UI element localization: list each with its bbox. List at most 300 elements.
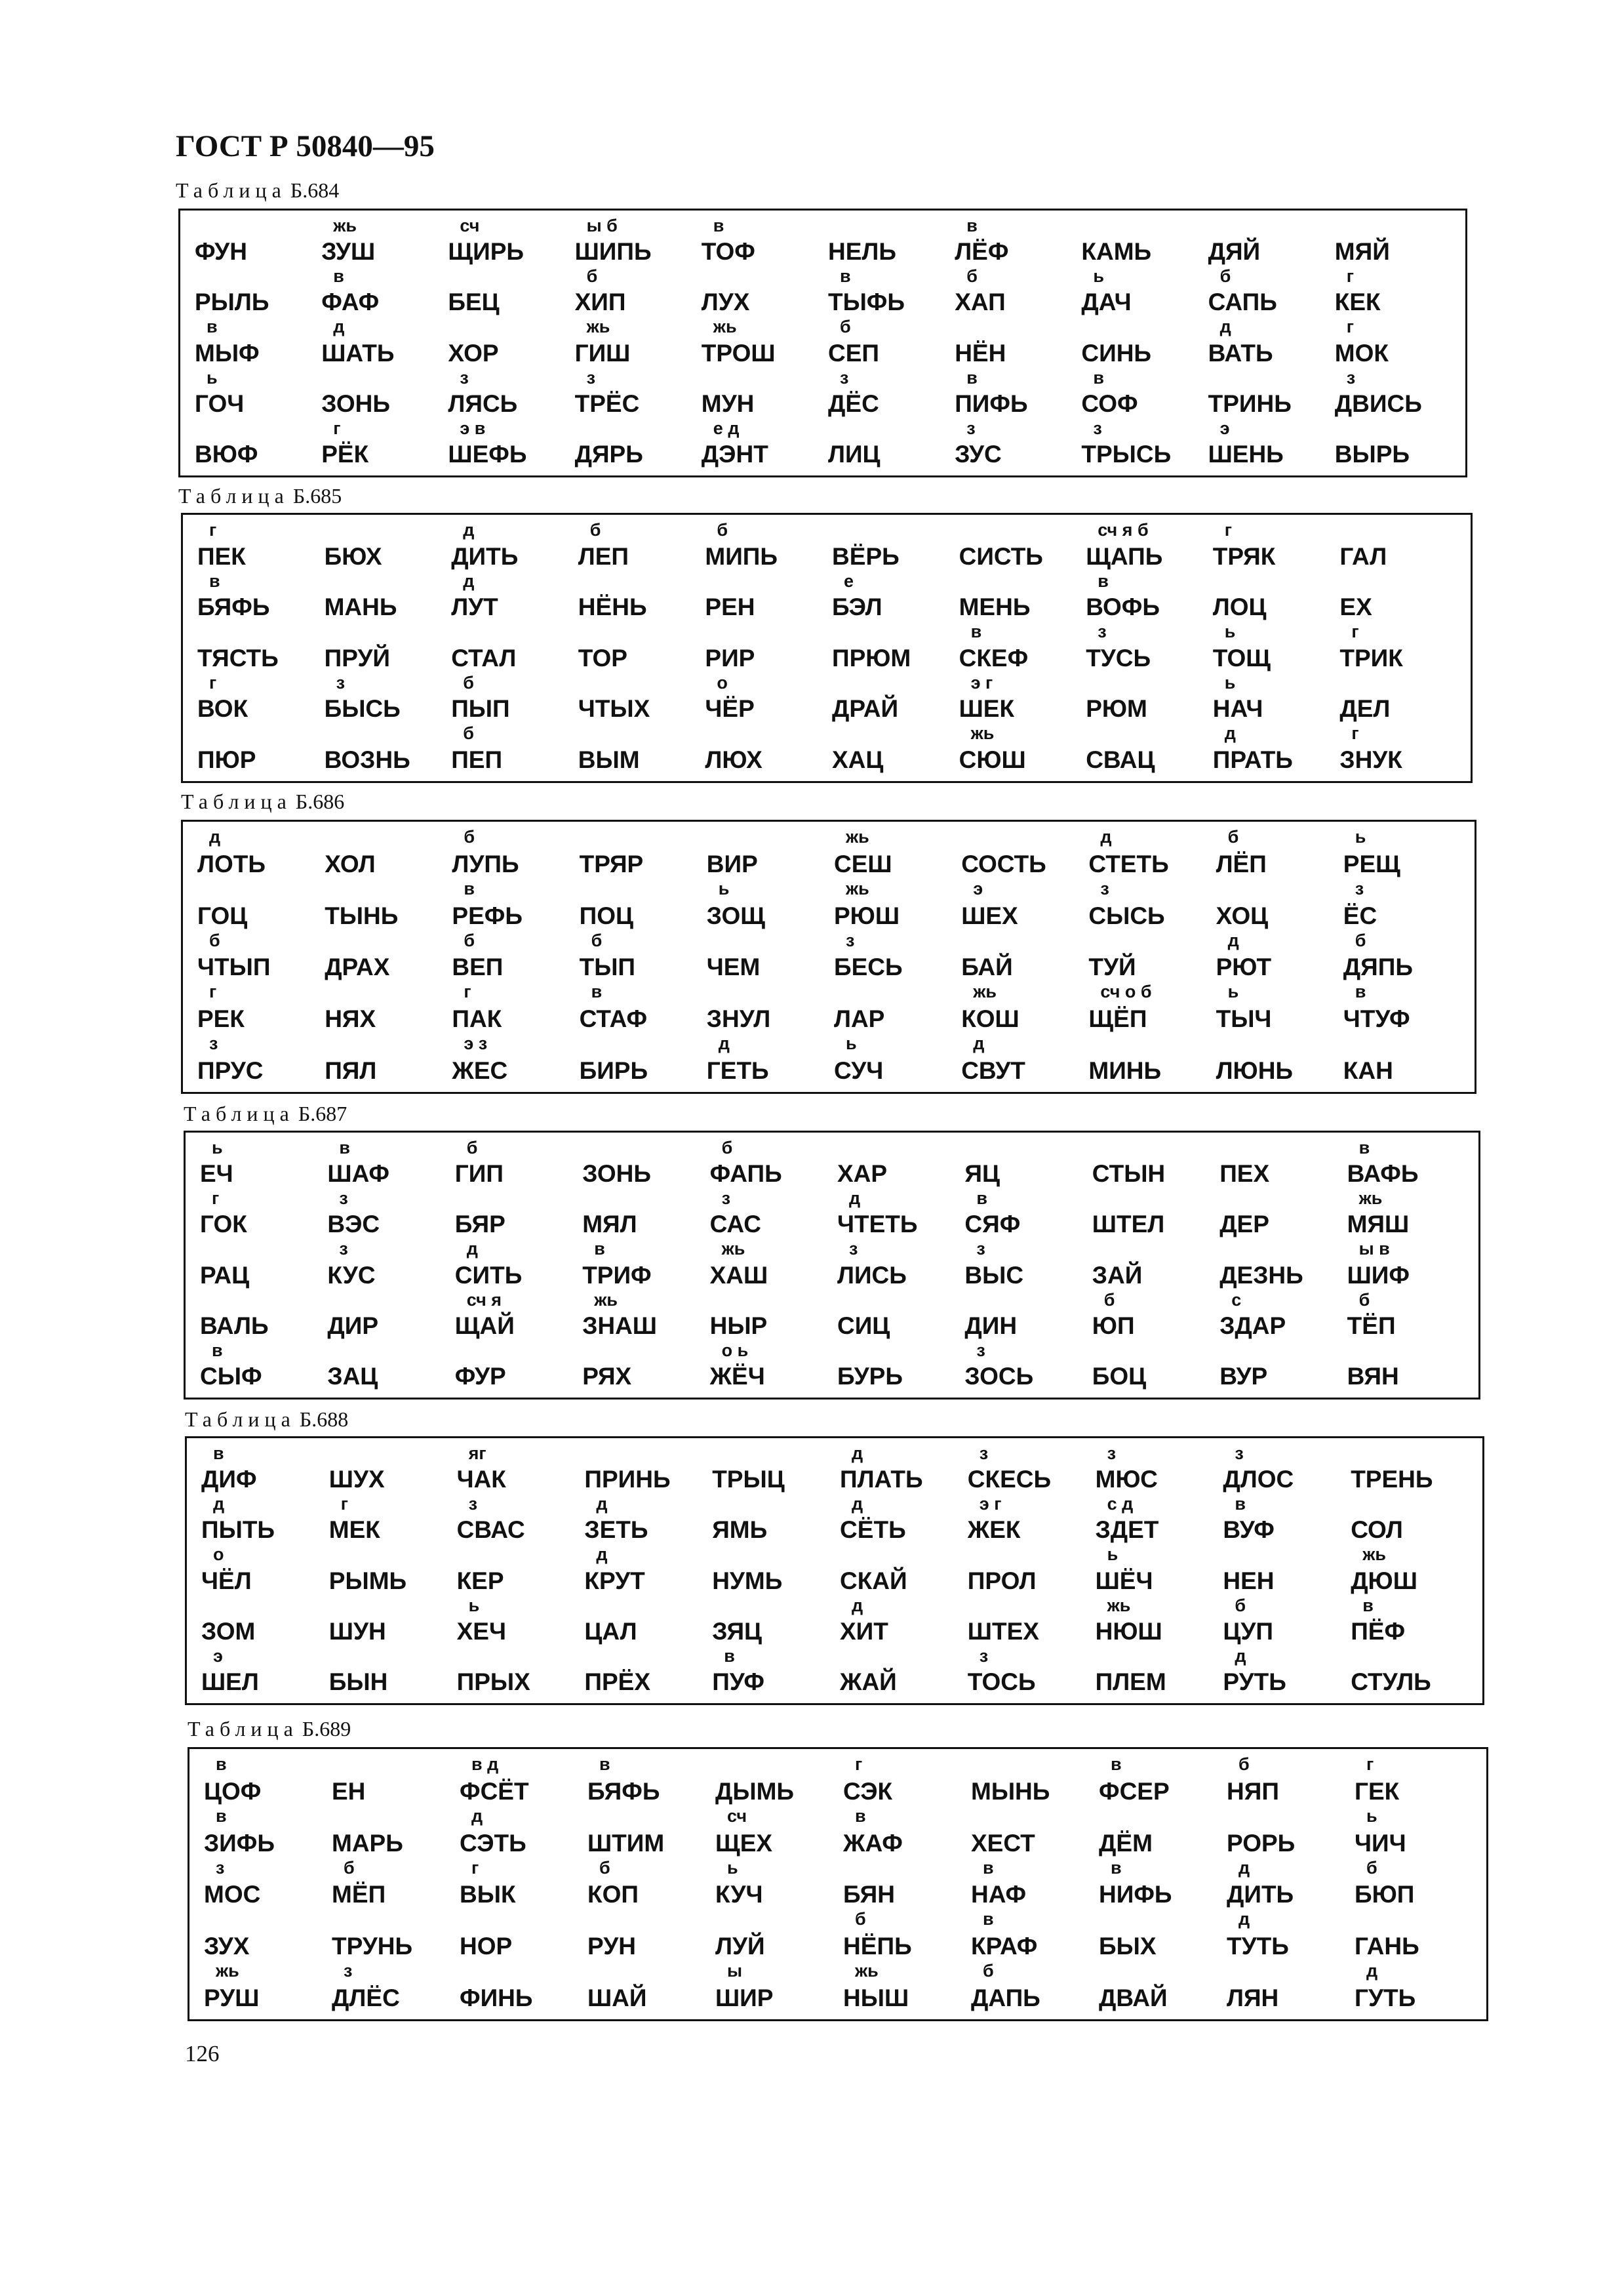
table-cell — [838, 1859, 966, 1911]
table-cell — [702, 880, 829, 932]
test-word: ЧТЫХ — [578, 695, 650, 723]
table-cell — [579, 1495, 707, 1546]
variant-mark: с д — [1107, 1494, 1134, 1514]
table-cell — [838, 1807, 966, 1859]
table-grid — [189, 217, 1456, 470]
test-word: ЧИЧ — [1355, 1829, 1406, 1857]
test-word: ЩАЙ — [454, 1312, 515, 1339]
table-cell — [1083, 983, 1210, 1035]
table-cell — [1330, 420, 1456, 470]
test-word: ЖЕК — [967, 1516, 1021, 1544]
test-word: ЗУХ — [204, 1933, 250, 1960]
table-cell — [1094, 1807, 1221, 1859]
table-cell — [954, 521, 1081, 573]
test-word: ГАЛ — [1339, 542, 1387, 570]
table-cell — [1349, 1859, 1477, 1911]
test-word: КЕК — [1334, 289, 1381, 316]
test-word: ПЕК — [197, 542, 246, 570]
test-word: СУЧ — [833, 1057, 884, 1084]
test-word: ВЯН — [1347, 1362, 1399, 1390]
variant-mark: б — [1235, 1595, 1246, 1615]
caption-word: Таблица — [184, 1102, 294, 1125]
table-cell — [832, 1291, 959, 1342]
variant-mark: жь — [973, 982, 997, 1002]
table-cell — [710, 1962, 838, 2014]
table-cell — [1214, 1139, 1341, 1190]
variant-mark: д — [463, 571, 475, 591]
table-cell — [316, 318, 443, 369]
test-word: ЛЮХ — [705, 746, 762, 773]
test-word: БЯН — [843, 1881, 895, 1908]
table-cell — [956, 1035, 1083, 1087]
variant-mark: д — [1366, 1961, 1378, 1981]
test-word: РЕК — [197, 1005, 245, 1033]
table-cell — [1214, 1342, 1341, 1392]
table-cell — [962, 1647, 1090, 1698]
variant-mark: сч о б — [1100, 982, 1152, 1002]
variant-mark: г — [1366, 1754, 1374, 1774]
variant-mark: в — [216, 1805, 227, 1826]
table-cell — [823, 420, 949, 470]
table-cell — [827, 521, 954, 573]
test-word: ЁС — [1343, 902, 1377, 929]
table-cell — [829, 932, 956, 984]
test-word: ЧЕМ — [706, 954, 761, 981]
page-number: 126 — [185, 2041, 220, 2066]
variant-mark: яг — [468, 1443, 486, 1463]
test-word: ДВАЙ — [1099, 1984, 1168, 2011]
table-cell — [322, 1342, 449, 1392]
table-cell — [707, 1597, 835, 1647]
test-word: ДЁМ — [1099, 1829, 1153, 1857]
test-word: МЫНЬ — [971, 1777, 1050, 1805]
caption-number: Б.685 — [292, 484, 342, 508]
variant-mark: б — [344, 1857, 355, 1878]
table-cell — [702, 932, 829, 984]
test-word: ЗОЩ — [706, 902, 765, 929]
table-cell — [1342, 1190, 1469, 1240]
test-word: ХИТ — [840, 1617, 888, 1645]
variant-mark: г — [1346, 266, 1355, 287]
table-cell — [956, 983, 1083, 1035]
table-cell — [1080, 725, 1208, 776]
variant-mark: в — [976, 1188, 987, 1209]
test-word: ПРУС — [197, 1057, 264, 1084]
test-word: ЛОТЬ — [197, 850, 266, 877]
test-word: СКАЙ — [840, 1567, 907, 1594]
table-cell — [1203, 268, 1330, 318]
table-cell — [192, 932, 319, 984]
test-word: ХОЦ — [1216, 902, 1269, 929]
variant-mark: жь — [1107, 1595, 1131, 1615]
test-word: ТУЙ — [1088, 954, 1136, 981]
table-cell — [1218, 1495, 1345, 1546]
table-cell — [1094, 1756, 1221, 1807]
test-word: ЧТЕТЬ — [837, 1211, 918, 1238]
variant-mark: б — [1227, 827, 1239, 847]
test-word: ЛАР — [833, 1005, 885, 1033]
table-cell — [1221, 1910, 1349, 1962]
variant-mark: д — [333, 317, 345, 337]
variant-mark: о — [717, 672, 728, 693]
table-cell — [446, 674, 573, 725]
test-word: ВУФ — [1223, 1516, 1275, 1544]
variant-mark: в — [464, 878, 475, 898]
table-cell — [1342, 1342, 1469, 1392]
table-cell — [443, 268, 569, 318]
variant-mark: з — [1355, 878, 1364, 898]
table-cell — [450, 1342, 577, 1392]
table-cell — [823, 369, 949, 420]
test-word: ЛЯН — [1227, 1984, 1279, 2011]
test-word: ПЕХ — [1219, 1160, 1270, 1188]
test-word: ТОСЬ — [967, 1668, 1036, 1695]
table-cell — [1080, 573, 1208, 624]
table-cell — [1330, 318, 1456, 369]
table-cell — [327, 1962, 454, 2014]
variant-mark: э — [213, 1645, 223, 1666]
table-cell — [1330, 369, 1456, 420]
table-cell — [1090, 1597, 1218, 1647]
test-word: ТРЫСЬ — [1081, 440, 1172, 468]
test-word: ВЁРЬ — [832, 542, 900, 570]
variant-mark: ь — [1355, 827, 1366, 847]
table-cell — [316, 268, 443, 318]
table-cell — [189, 420, 316, 470]
variant-mark: д — [213, 1494, 225, 1514]
test-word: ЦАЛ — [584, 1617, 637, 1645]
variant-mark: д — [718, 1034, 730, 1054]
test-word: СЮШ — [959, 746, 1026, 773]
variant-mark: г — [1351, 723, 1359, 744]
table-cell — [835, 1546, 962, 1596]
test-word: ДЭНТ — [701, 440, 768, 468]
table-cell — [966, 1756, 1094, 1807]
table-cell — [962, 1445, 1090, 1495]
table-cell — [570, 217, 696, 268]
variant-mark: д — [1227, 930, 1239, 950]
test-word: СТАФ — [579, 1005, 648, 1033]
variant-mark: сч — [460, 216, 480, 235]
caption-number: Б.689 — [302, 1717, 351, 1741]
test-word: РУШ — [204, 1984, 260, 2011]
table-cell — [452, 1597, 580, 1647]
test-word: МЫФ — [195, 339, 260, 367]
test-word: СЯФ — [964, 1211, 1021, 1238]
test-word: РОРЬ — [1227, 1829, 1296, 1857]
table-cell — [570, 369, 696, 420]
test-word: РЫЛЬ — [195, 289, 269, 316]
table-cell — [1076, 318, 1202, 369]
table-cell — [574, 932, 702, 984]
test-word: ФСЁТ — [460, 1777, 529, 1805]
table-cell — [446, 521, 573, 573]
variant-mark: д — [852, 1443, 863, 1463]
table-caption-686 — [181, 790, 344, 814]
variant-mark: э г — [970, 672, 993, 693]
test-word: ДВИСЬ — [1334, 390, 1422, 417]
table-cell — [823, 217, 949, 268]
table-cell — [446, 880, 574, 932]
test-word: ТЁП — [1347, 1312, 1396, 1339]
table-cell — [1334, 623, 1461, 674]
test-word: РУН — [587, 1933, 636, 1960]
table-cell — [966, 1910, 1094, 1962]
variant-mark: г — [209, 672, 217, 693]
table-cell — [1203, 420, 1330, 470]
test-word: СТУЛЬ — [1351, 1668, 1431, 1695]
table-cell — [1330, 217, 1456, 268]
table-cell — [959, 1291, 1086, 1342]
table-cell — [192, 725, 319, 776]
table-cell — [966, 1859, 1094, 1911]
document-header: ГОСТ Р 50840—95 — [176, 129, 435, 163]
variant-mark: е д — [713, 418, 740, 438]
test-word: МУН — [701, 390, 755, 417]
table-cell — [573, 674, 700, 725]
test-word: ПРЮМ — [832, 644, 911, 672]
test-word: БАЙ — [961, 954, 1013, 981]
test-word: СВАЦ — [1086, 746, 1155, 773]
test-word: СТАЛ — [451, 644, 517, 672]
variant-mark: з — [468, 1494, 478, 1514]
table-cell — [1345, 1495, 1473, 1546]
table-cell — [835, 1597, 962, 1647]
table-cell — [322, 1291, 449, 1342]
table-cell — [1090, 1546, 1218, 1596]
variant-mark: б — [839, 317, 851, 337]
table-cell — [1330, 268, 1456, 318]
table-cell — [1203, 369, 1330, 420]
test-word: БИРЬ — [579, 1057, 648, 1084]
variant-mark: д — [596, 1494, 608, 1514]
variant-mark: б — [717, 520, 728, 540]
variant-mark: жь — [970, 723, 995, 744]
table-cell — [1349, 1910, 1477, 1962]
table-cell — [316, 217, 443, 268]
variant-mark: в — [724, 1645, 735, 1666]
table-cell — [1083, 880, 1210, 932]
test-word: СКЕФ — [959, 644, 1029, 672]
test-word: ЧАК — [456, 1466, 506, 1493]
table-cell — [582, 1807, 710, 1859]
test-word: РЮШ — [833, 902, 900, 929]
test-word: ЛЁП — [1216, 850, 1267, 877]
variant-mark: д — [1235, 1645, 1246, 1666]
variant-mark: д — [1238, 1857, 1250, 1878]
test-word: ЩЕХ — [715, 1829, 773, 1857]
table-caption-685 — [178, 484, 342, 508]
test-word: ВЫК — [460, 1881, 516, 1908]
table-cell — [1338, 983, 1465, 1035]
table-cell — [443, 420, 569, 470]
test-word: ХЕСТ — [971, 1829, 1035, 1857]
table-cell — [966, 1807, 1094, 1859]
table-grid — [199, 1756, 1477, 2014]
test-word: РУТЬ — [1223, 1668, 1286, 1695]
test-word: ДРАХ — [325, 954, 390, 981]
test-word: РЕФЬ — [452, 902, 523, 929]
caption-number: Б.684 — [290, 178, 340, 202]
table-cell — [582, 1962, 710, 2014]
test-word: ШАЙ — [587, 1984, 647, 2011]
test-word: ДАПЬ — [971, 1984, 1040, 2011]
caption-word: Таблица — [178, 484, 289, 508]
table-cell — [579, 1546, 707, 1596]
table-cell — [195, 1291, 322, 1342]
table-cell — [707, 1445, 835, 1495]
variant-mark: в — [966, 216, 978, 235]
table-cell — [199, 1859, 327, 1911]
test-word: ДАЧ — [1081, 289, 1132, 316]
table-cell — [1221, 1859, 1349, 1911]
variant-mark: г — [209, 520, 217, 540]
test-word: ЕЧ — [200, 1160, 233, 1188]
table-cell — [454, 1859, 582, 1911]
table-cell — [454, 1756, 582, 1807]
variant-mark: г — [855, 1754, 863, 1774]
table-cell — [446, 1035, 574, 1087]
caption-word: Таблица — [188, 1717, 298, 1741]
table-cell — [324, 1647, 452, 1698]
test-word: ШУХ — [328, 1466, 385, 1493]
variant-mark: з — [344, 1961, 353, 1981]
test-word: ДЛЁС — [332, 1984, 400, 2011]
variant-mark: ь — [1224, 672, 1236, 693]
test-word: ДИТЬ — [1227, 1881, 1294, 1908]
variant-mark: з — [848, 1239, 858, 1259]
test-word: ВИР — [706, 850, 758, 877]
table-cell — [1349, 1756, 1477, 1807]
test-word: ЗОНЬ — [582, 1160, 651, 1188]
variant-mark: в — [1111, 1857, 1122, 1878]
test-word: ТРЁС — [574, 390, 640, 417]
test-word: ЛОЦ — [1212, 594, 1267, 621]
table-cell — [1345, 1647, 1473, 1698]
table-cell — [316, 420, 443, 470]
table-cell — [199, 1962, 327, 2014]
table-cell — [195, 1190, 322, 1240]
table-cell — [327, 1910, 454, 1962]
test-word: НЫШ — [843, 1984, 909, 2011]
table-cell — [192, 521, 319, 573]
test-word: РЮТ — [1216, 954, 1272, 981]
variant-mark: в — [599, 1754, 610, 1774]
test-word: ЖЁЧ — [709, 1362, 765, 1390]
test-word: ПЫП — [451, 695, 510, 723]
table-cell — [835, 1647, 962, 1698]
variant-mark: жь — [586, 317, 610, 337]
variant-mark: ь — [212, 1138, 223, 1158]
test-word: ТЯСТЬ — [197, 644, 279, 672]
table-caption-687 — [184, 1102, 347, 1126]
table-cell — [574, 880, 702, 932]
test-word: ПРЁХ — [584, 1668, 651, 1695]
test-word: ХАШ — [709, 1261, 768, 1289]
test-word: БУРЬ — [837, 1362, 903, 1390]
test-word: МЯШ — [1347, 1211, 1410, 1238]
table-cell — [832, 1139, 959, 1190]
test-word: СЭК — [843, 1777, 893, 1805]
test-word: ШТЕХ — [967, 1617, 1039, 1645]
table-cell — [1076, 420, 1202, 470]
test-word: ЩИРЬ — [448, 238, 524, 266]
table-cell — [1208, 725, 1335, 776]
table-cell — [319, 674, 446, 725]
table-cell — [832, 1240, 959, 1291]
test-word: ШУН — [328, 1617, 386, 1645]
table-cell — [319, 725, 446, 776]
test-word: МЕК — [328, 1516, 380, 1544]
test-word: ДЯПЬ — [1343, 954, 1413, 981]
variant-mark: з — [1346, 367, 1356, 388]
table-cell — [707, 1546, 835, 1596]
test-word: ТУСЬ — [1086, 644, 1151, 672]
test-word: МЯЙ — [1334, 238, 1390, 266]
test-word: ВОК — [197, 695, 248, 723]
table-cell — [829, 983, 956, 1035]
table-cell — [827, 573, 954, 624]
table-caption-689 — [188, 1717, 351, 1741]
table-cell — [829, 1035, 956, 1087]
table-cell — [324, 1597, 452, 1647]
test-word: ШАТЬ — [321, 339, 395, 367]
test-word: НЮШ — [1095, 1617, 1162, 1645]
table-cell — [1349, 1962, 1477, 2014]
test-word: СЕШ — [833, 850, 892, 877]
table-cell — [322, 1139, 449, 1190]
test-word: ГИП — [454, 1160, 504, 1188]
variant-mark: э — [973, 878, 983, 898]
table-cell — [1094, 1962, 1221, 2014]
test-word: ПЁФ — [1351, 1617, 1406, 1645]
table-cell — [1338, 880, 1465, 932]
test-word: ЗЕТЬ — [584, 1516, 648, 1544]
variant-mark: з — [976, 1340, 985, 1360]
test-word: ЛИЦ — [827, 440, 881, 468]
test-word: ХАЦ — [832, 746, 884, 773]
table-cell — [962, 1546, 1090, 1596]
test-word: СОСТЬ — [961, 850, 1046, 877]
variant-mark: б — [463, 672, 474, 693]
table-cell — [573, 623, 700, 674]
variant-mark: в — [1362, 1595, 1374, 1615]
test-word: ВУР — [1219, 1362, 1268, 1390]
word-table-687 — [184, 1131, 1480, 1400]
test-word: СОЛ — [1351, 1516, 1403, 1544]
test-word: ГУТЬ — [1355, 1984, 1416, 2011]
table-cell — [450, 1240, 577, 1291]
test-word: РЕН — [705, 594, 755, 621]
test-word: ДЁС — [827, 390, 879, 417]
test-word: ШЕХ — [961, 902, 1018, 929]
table-cell — [319, 573, 446, 624]
table-cell — [446, 725, 573, 776]
variant-mark: б — [464, 827, 475, 847]
table-cell — [195, 1240, 322, 1291]
test-word: ТОР — [578, 644, 627, 672]
table-cell — [1338, 932, 1465, 984]
test-word: ПОЦ — [579, 902, 633, 929]
variant-mark: в — [1235, 1494, 1246, 1514]
table-cell — [196, 1546, 324, 1596]
table-cell — [582, 1859, 710, 1911]
table-cell — [949, 420, 1076, 470]
variant-mark: г — [340, 1494, 349, 1514]
test-word: ТРУНЬ — [332, 1933, 413, 1960]
test-word: БОЦ — [1092, 1362, 1147, 1390]
variant-mark: сч я б — [1098, 520, 1149, 540]
